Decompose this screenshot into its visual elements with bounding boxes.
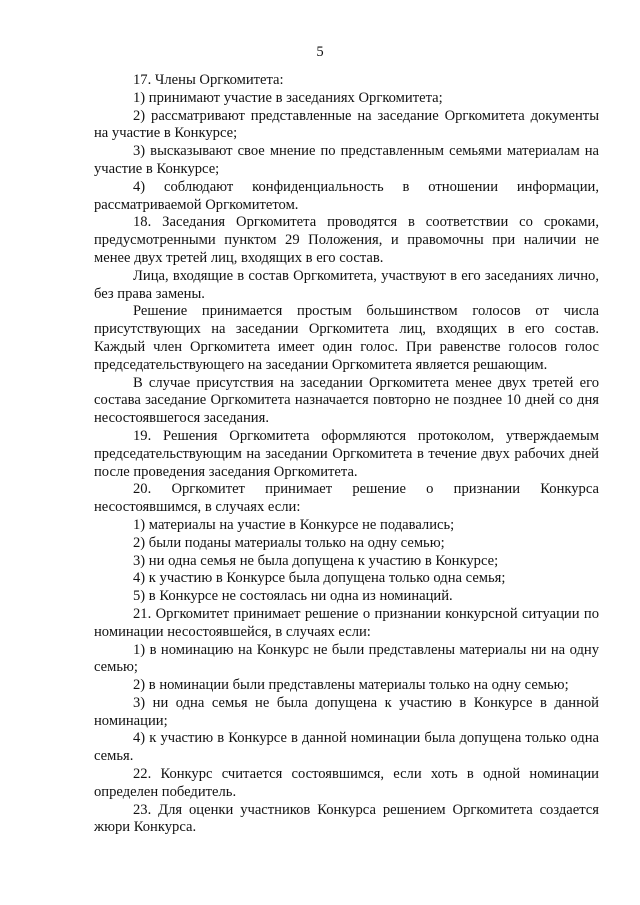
paragraph: 2) были поданы материалы только на одну семью; [133,534,445,551]
paragraph: 2) рассматривают представленные на заседание Оргкомитета документы на участие в Конкурсе; [94,107,599,142]
paragraph: 3) высказывают свое мнение по представленным семьями материалам на участие в Конкурсе; [94,143,599,177]
paragraph: В случае присутствия на заседании Оргкомитета менее двух третей его состава заседание Оргкомитета назначается повторно не позднее 10 дней со дня несостоявшегося заседания. [94,374,599,427]
paragraph: 3) ни одна семья не была допущена к участию в Конкурсе в данной номинации; [94,694,599,729]
paragraph: 21. Оргкомитет принимает решение о признании конкурсной ситуации по номинации несостоявшейся, в случаях если: [94,605,599,640]
paragraph: Решение принимается простым большинством голосов от числа присутствующих на заседании Оргкомитета лиц, входящих в его состав. Каждый член Оргкомитета имеет один голос. При равенстве голосов голос председательствующего на заседании Оргкомитета является решающим. [94,303,599,373]
paragraph: 1) принимают участие в заседаниях Оргкомитета; [133,89,443,106]
paragraph: 18. Заседания Оргкомитета проводятся в соответствии со сроками, предусмотренными пунктом 29 Положения, и правомочны при наличии не менее двух третей лиц, входящих в его состав. [94,214,599,266]
paragraph: Лица, входящие в состав Оргкомитета, участвуют в его заседаниях лично, без права замены. [94,267,599,302]
document-body [94,72,599,837]
paragraph: 1) материалы на участие в Конкурсе не подавались; [133,516,455,533]
paragraph: 20. Оргкомитет принимает решение о признании Конкурса несостоявшимся, в случаях если: [94,481,599,516]
paragraph: 17. Члены Оргкомитета: [133,72,284,88]
paragraph: 23. Для оценки участников Конкурса решением Оргкомитета создается жюри Конкурса. [94,801,599,836]
paragraph: 4) к участию в Конкурсе в данной номинации была допущена только одна семья. [94,730,599,765]
paragraph: 1) в номинацию на Конкурс не были представлены материалы ни на одну семью; [94,641,599,676]
page-number: 5 [316,44,324,60]
paragraph: 5) в Конкурсе не состоялась ни одна из номинаций. [133,588,453,605]
paragraph: 22. Конкурс считается состоявшимся, если хоть в одной номинации определен победитель. [94,766,599,800]
paragraph: 4) к участию в Конкурсе была допущена только одна семья; [133,570,506,587]
paragraph: 4) соблюдают конфиденциальность в отношении информации, рассматриваемой Оргкомитетом. [94,178,599,213]
paragraph: 19. Решения Оргкомитета оформляются протоколом, утверждаемым председательствующим на заседании Оргкомитета в течение двух рабочих дней после проведения заседания Оргкомитета. [94,427,599,480]
paragraph: 2) в номинации были представлены материалы только на одну семью; [133,677,569,694]
paragraph: 3) ни одна семья не была допущена к участию в Конкурсе; [133,552,499,569]
